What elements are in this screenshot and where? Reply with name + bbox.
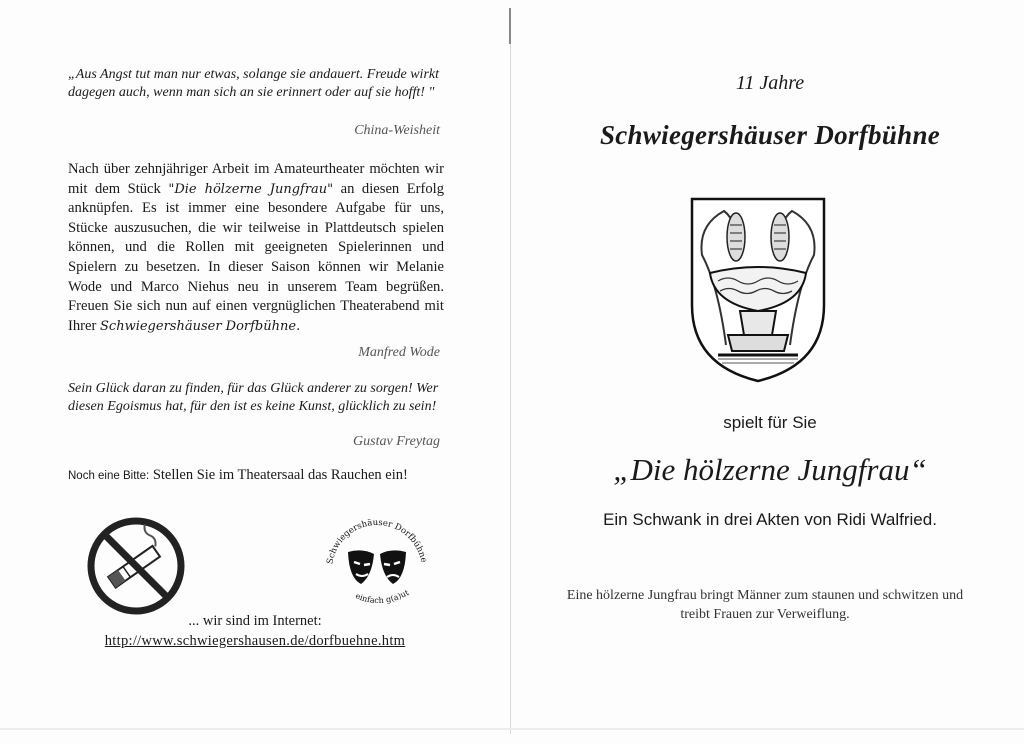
troupe-title: Schwiegershäuser Dorfbühne [599,120,941,150]
internet-label: ... wir sind im Internet: [188,613,322,629]
svg-text:einfach g(a)ut [354,588,411,605]
anniversary-years: 11 Jahre [735,72,805,94]
plays-for-you: spielt für Sie [723,413,817,432]
opening-quote: „Aus Angst tut man nur etwas, solange sie andauert. Freude wirkt dagegen auch, wenn man sich an sie erinnert oder auf sie hofft! " [68,67,439,100]
no-smoking-request [68,467,448,484]
intro-text-1: Nach über zehnjähriger Arbeit im Amateurtheater möchten wir mit dem Stück [68,161,444,197]
internet-block [80,611,430,651]
logo-top-text: Schwiegershäuser Dorfbühne [325,517,429,565]
intro-play-title: "Die hölzerne Jungfrau" [168,181,334,197]
website-link[interactable]: http://www.schwiegershausen.de/dorfbuehne.htm [104,633,406,649]
freytag-quote: Sein Glück daran zu finden, für das Glück anderer zu sorgen! Wer diesen Egoismus hat, für den ist es keine Kunst, glücklich zu sein! [68,381,439,414]
theatre-masks-icon [348,550,406,584]
intro-troupe-name: Schwiegershäuser Dorfbühne. [100,318,301,334]
request-text: Stellen Sie im Theatersaal das Rauchen ein! [152,467,408,483]
page-edge [0,728,1024,730]
fold-line [510,8,511,734]
quote-author-china: China-Weisheit [354,123,440,138]
intro-text-2: an diesen Erfolg anknüpfen. Es ist immer eine besondere Aufgabe für uns, Stücke auszusuchen, die wir teilweise in Plattdeutsch spielen können, und die Rollen mit geeigneten Spielerinnen und Spielern zu besetzen. In dieser Saison können wir Melanie Wode und Marco Niehus neu in unserem Team begrüßen. Freuen Sie sich nun auf einen vergnüglichen Theaterabend mit Ihrer [68,180,444,334]
play-subtitle: Ein Schwank in drei Akten von Ridi Walfried. [603,510,937,529]
play-tagline: Eine hölzerne Jungfrau bringt Männer zum staunen und schwitzen und treibt Frauen zur Verweiflung. [566,588,964,622]
quote-author-freytag: Gustav Freytag [353,434,440,449]
logo-bottom-text: einfach g(a)ut [354,588,411,606]
play-title: „Die hölzerne Jungfrau“ [613,452,927,487]
coat-of-arms-icon [688,195,828,385]
troupe-logo [318,508,436,616]
intro-author: Manfred Wode [358,345,440,360]
svg-text:Schwiegershäuser Dorfbühne [325,518,428,565]
no-smoking-icon [85,515,187,617]
intro-paragraph [68,160,444,336]
fold-mark [509,8,511,44]
request-label: Noch eine Bitte: [68,470,150,482]
